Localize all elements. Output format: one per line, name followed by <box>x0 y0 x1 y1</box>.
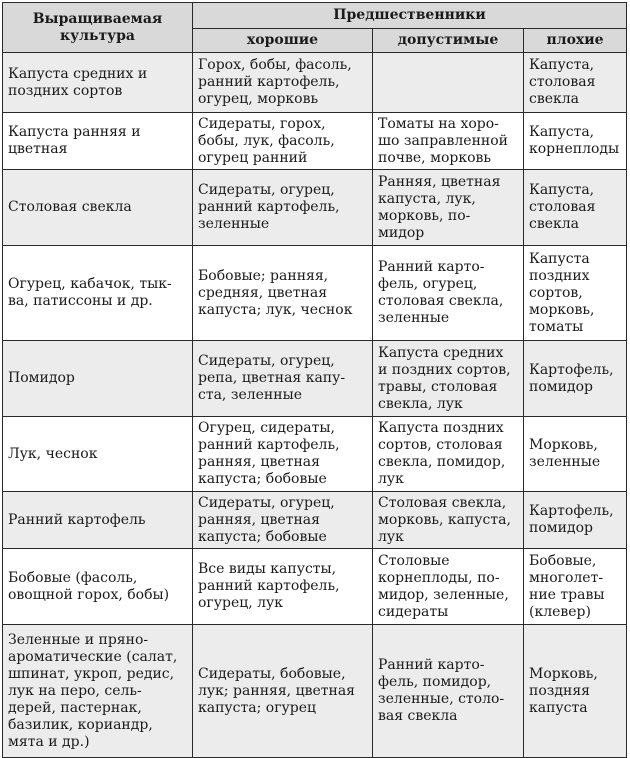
crop-cell: Ранний картофель <box>3 492 193 549</box>
acceptable-predecessors-cell: Капуста средних и поздних сортов, травы, столовая свекла, лук <box>373 341 524 417</box>
header-good: хорошие <box>193 29 373 53</box>
good-predecessors-cell: Сидераты, горох, бобы, лук, фасоль, огурец ранний <box>193 113 373 170</box>
header-bad: плохие <box>524 29 627 53</box>
crop-cell: Зеленные и пряно- ароматические (салат, шпинат, укроп, редис, лук на перо, сель- дерей, пастернак, базилик, кориандр, мята и др.) <box>3 625 193 758</box>
crop-cell: Бобовые (фасоль, овощной горох, бобы) <box>3 549 193 625</box>
crop-cell: Лук, чеснок <box>3 417 193 492</box>
good-predecessors-cell: Огурец, сидераты, ранний картофель, ранняя, цветная капуста; бобовые <box>193 417 373 492</box>
acceptable-predecessors-cell: Ранняя, цветная капуста, лук, морковь, по- мидор <box>373 170 524 246</box>
table-row <box>3 492 627 549</box>
acceptable-predecessors-cell: Ранний карто- фель, помидор, зеленные, столо- вая свекла <box>373 625 524 758</box>
header-acceptable: допустимые <box>373 29 524 53</box>
bad-predecessors-cell: Капуста, столовая свекла <box>524 53 627 113</box>
bad-predecessors-cell: Картофель, помидор <box>524 492 627 549</box>
good-predecessors-cell: Сидераты, огурец, репа, цветная капу- ста, зеленные <box>193 341 373 417</box>
crop-rotation-table <box>2 2 627 758</box>
acceptable-predecessors-cell: Ранний карто- фель, огурец, столовая свекла, зеленные <box>373 246 524 341</box>
bad-predecessors-cell: Капуста поздних сортов, морковь, томаты <box>524 246 627 341</box>
acceptable-predecessors-cell: Капуста поздних сортов, столовая свекла, помидор, лук <box>373 417 524 492</box>
table-body <box>3 53 627 758</box>
table-row <box>3 170 627 246</box>
bad-predecessors-cell: Картофель, помидор <box>524 341 627 417</box>
bad-predecessors-cell: Морковь, поздняя капуста <box>524 625 627 758</box>
table-row <box>3 549 627 625</box>
bad-predecessors-cell: Капуста, корнеплоды <box>524 113 627 170</box>
header-crop: Выращиваемая культура <box>3 3 193 53</box>
good-predecessors-cell: Сидераты, огурец, ранний картофель, зеленные <box>193 170 373 246</box>
bad-predecessors-cell: Морковь, зеленные <box>524 417 627 492</box>
bad-predecessors-cell: Бобовые, многолет- ние травы (клевер) <box>524 549 627 625</box>
acceptable-predecessors-cell: Столовая свекла, морковь, капуста, лук <box>373 492 524 549</box>
acceptable-predecessors-cell: Столовые корнеплоды, по- мидор, зеленные, сидераты <box>373 549 524 625</box>
acceptable-predecessors-cell <box>373 53 524 113</box>
table-row <box>3 53 627 113</box>
good-predecessors-cell: Горох, бобы, фасоль, ранний картофель, огурец, морковь <box>193 53 373 113</box>
crop-cell: Капуста средних и поздних сортов <box>3 53 193 113</box>
acceptable-predecessors-cell: Томаты на хоро- шо заправленной почве, морковь <box>373 113 524 170</box>
table-row <box>3 341 627 417</box>
header-predecessors: Предшественники <box>193 3 627 29</box>
table-row <box>3 113 627 170</box>
crop-rotation-table-container <box>2 2 627 758</box>
crop-cell: Огурец, кабачок, тык- ва, патиссоны и др. <box>3 246 193 341</box>
table-row <box>3 246 627 341</box>
crop-cell: Столовая свекла <box>3 170 193 246</box>
good-predecessors-cell: Сидераты, огурец, ранняя, цветная капуста; бобовые <box>193 492 373 549</box>
good-predecessors-cell: Все виды капусты, ранний картофель, огурец, лук <box>193 549 373 625</box>
bad-predecessors-cell: Капуста, столовая свекла <box>524 170 627 246</box>
crop-cell: Капуста ранняя и цветная <box>3 113 193 170</box>
good-predecessors-cell: Сидераты, бобовые, лук; ранняя, цветная капуста; огурец <box>193 625 373 758</box>
crop-cell: Помидор <box>3 341 193 417</box>
table-row <box>3 625 627 758</box>
good-predecessors-cell: Бобовые; ранняя, средняя, цветная капуста; лук, чеснок <box>193 246 373 341</box>
table-row <box>3 417 627 492</box>
